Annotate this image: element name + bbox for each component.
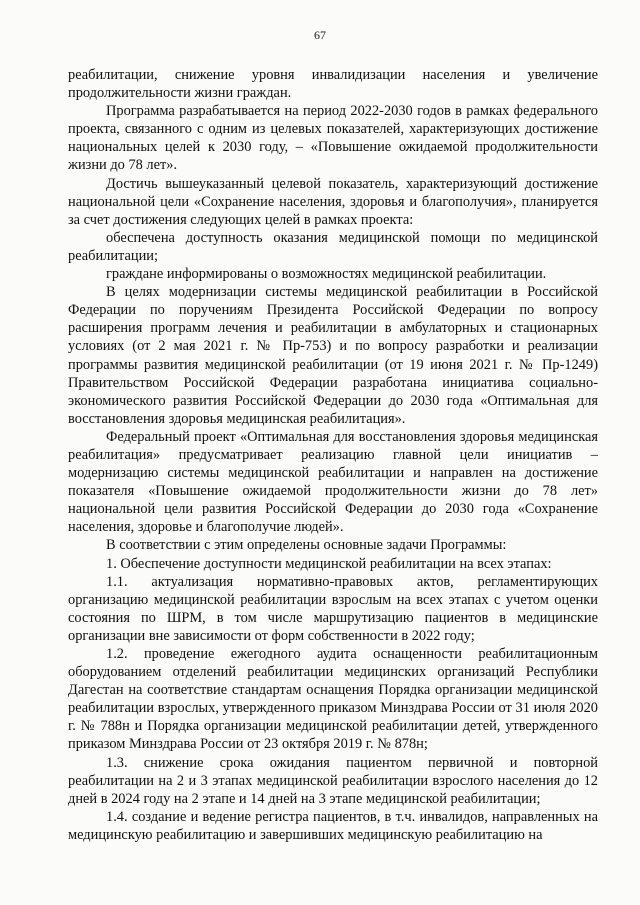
paragraph-10: 1.1. актуализация нормативно-правовых актов, регламентирующих организацию медицинской реабилитации взрослым на всех этапах с учетом оценки состояния по ШРМ, в том числе маршрутизацию пациентов в медицинские организации вне зависимости от форм собственности в 2022 году; — [68, 573, 598, 644]
paragraph-12: 1.3. снижение срока ожидания пациентом первичной и повторной реабилитации на 2 и 3 этапах медицинской реабилитации взрослого населения до 12 дней в 2024 году на 2 этапе и 14 дней на 3 этапе медицинской реабилитации; — [68, 754, 598, 807]
paragraph-8: В соответствии с этим определены основные задачи Программы: — [106, 537, 507, 554]
paragraph-2: Программа разрабатывается на период 2022-2030 годов в рамках федерального проекта, связанного с одним из целевых показателей, характеризующих достижение национальных целей к 2030 году, – «Повышение ожидаемой продолжительности жизни до 78 лет». — [68, 103, 598, 174]
paragraph-3: Достичь вышеуказанный целевой показатель, характеризующий достижение национальной цели «Сохранение населения, здоровья и благополучия», планируется за счет достижения следующих целей в рамках проекта: — [68, 175, 598, 228]
document-body — [68, 66, 598, 844]
paragraph-5: граждане информированы о возможностях медицинской реабилитации. — [106, 266, 547, 283]
paragraph-6: В целях модернизации системы медицинской реабилитации в Российской Федерации по поручениям Президента Российской Федерации по вопросу расширения программ лечения и реабилитации в амбулаторных и стационарных условиях (от 2 мая 2021 г. № Пр-753) и по вопросу разработки и реализации программы развития медицинской реабилитации (от 19 июня 2021 г. № Пр-1249) Правительством Российской Федерации разработана инициатива социально-экономического развития Российской Федерации до 2030 года «Оптимальная для восстановления здоровья медицинская реабилитация». — [68, 284, 598, 427]
paragraph-9: 1. Обеспечение доступности медицинской реабилитации на всех этапах: — [106, 555, 552, 572]
paragraph-11: 1.2. проведение ежегодного аудита оснащенности реабилитационным оборудованием отделений реабилитации медицинских организаций Республики Дагестан на соответствие стандартам оснащения Порядка организации медицинской реабилитации взрослых, утвержденного приказом Минздрава России от 31 июля 2020 г. № 788н и Порядка организации медицинской реабилитации детей, утвержденного приказом Минздрава России от 23 октября 2019 г. № 878н; — [68, 646, 598, 753]
paragraph-13: 1.4. создание и ведение регистра пациентов, в т.ч. инвалидов, направленных на медицинскую реабилитацию и завершивших медицинскую реабилитацию на — [68, 808, 598, 843]
paragraph-4: обеспечена доступность оказания медицинской помощи по медицинской реабилитации; — [68, 229, 598, 264]
page-number: 67 — [314, 28, 326, 42]
paragraph-1: реабилитации, снижение уровня инвалидизации населения и увеличение продолжительности жизни граждан. — [68, 67, 598, 102]
paragraph-7: Федеральный проект «Оптимальная для восстановления здоровья медицинская реабилитация» предусматривает реализацию главной цели инициатив – модернизацию системы медицинской реабилитации и направлен на достижение показателя «Повышение ожидаемой продолжительности жизни до 78 лет» национальной цели развития Российской Федерации до 2030 года «Сохранение населения, здоровье и благополучие людей». — [68, 428, 598, 536]
